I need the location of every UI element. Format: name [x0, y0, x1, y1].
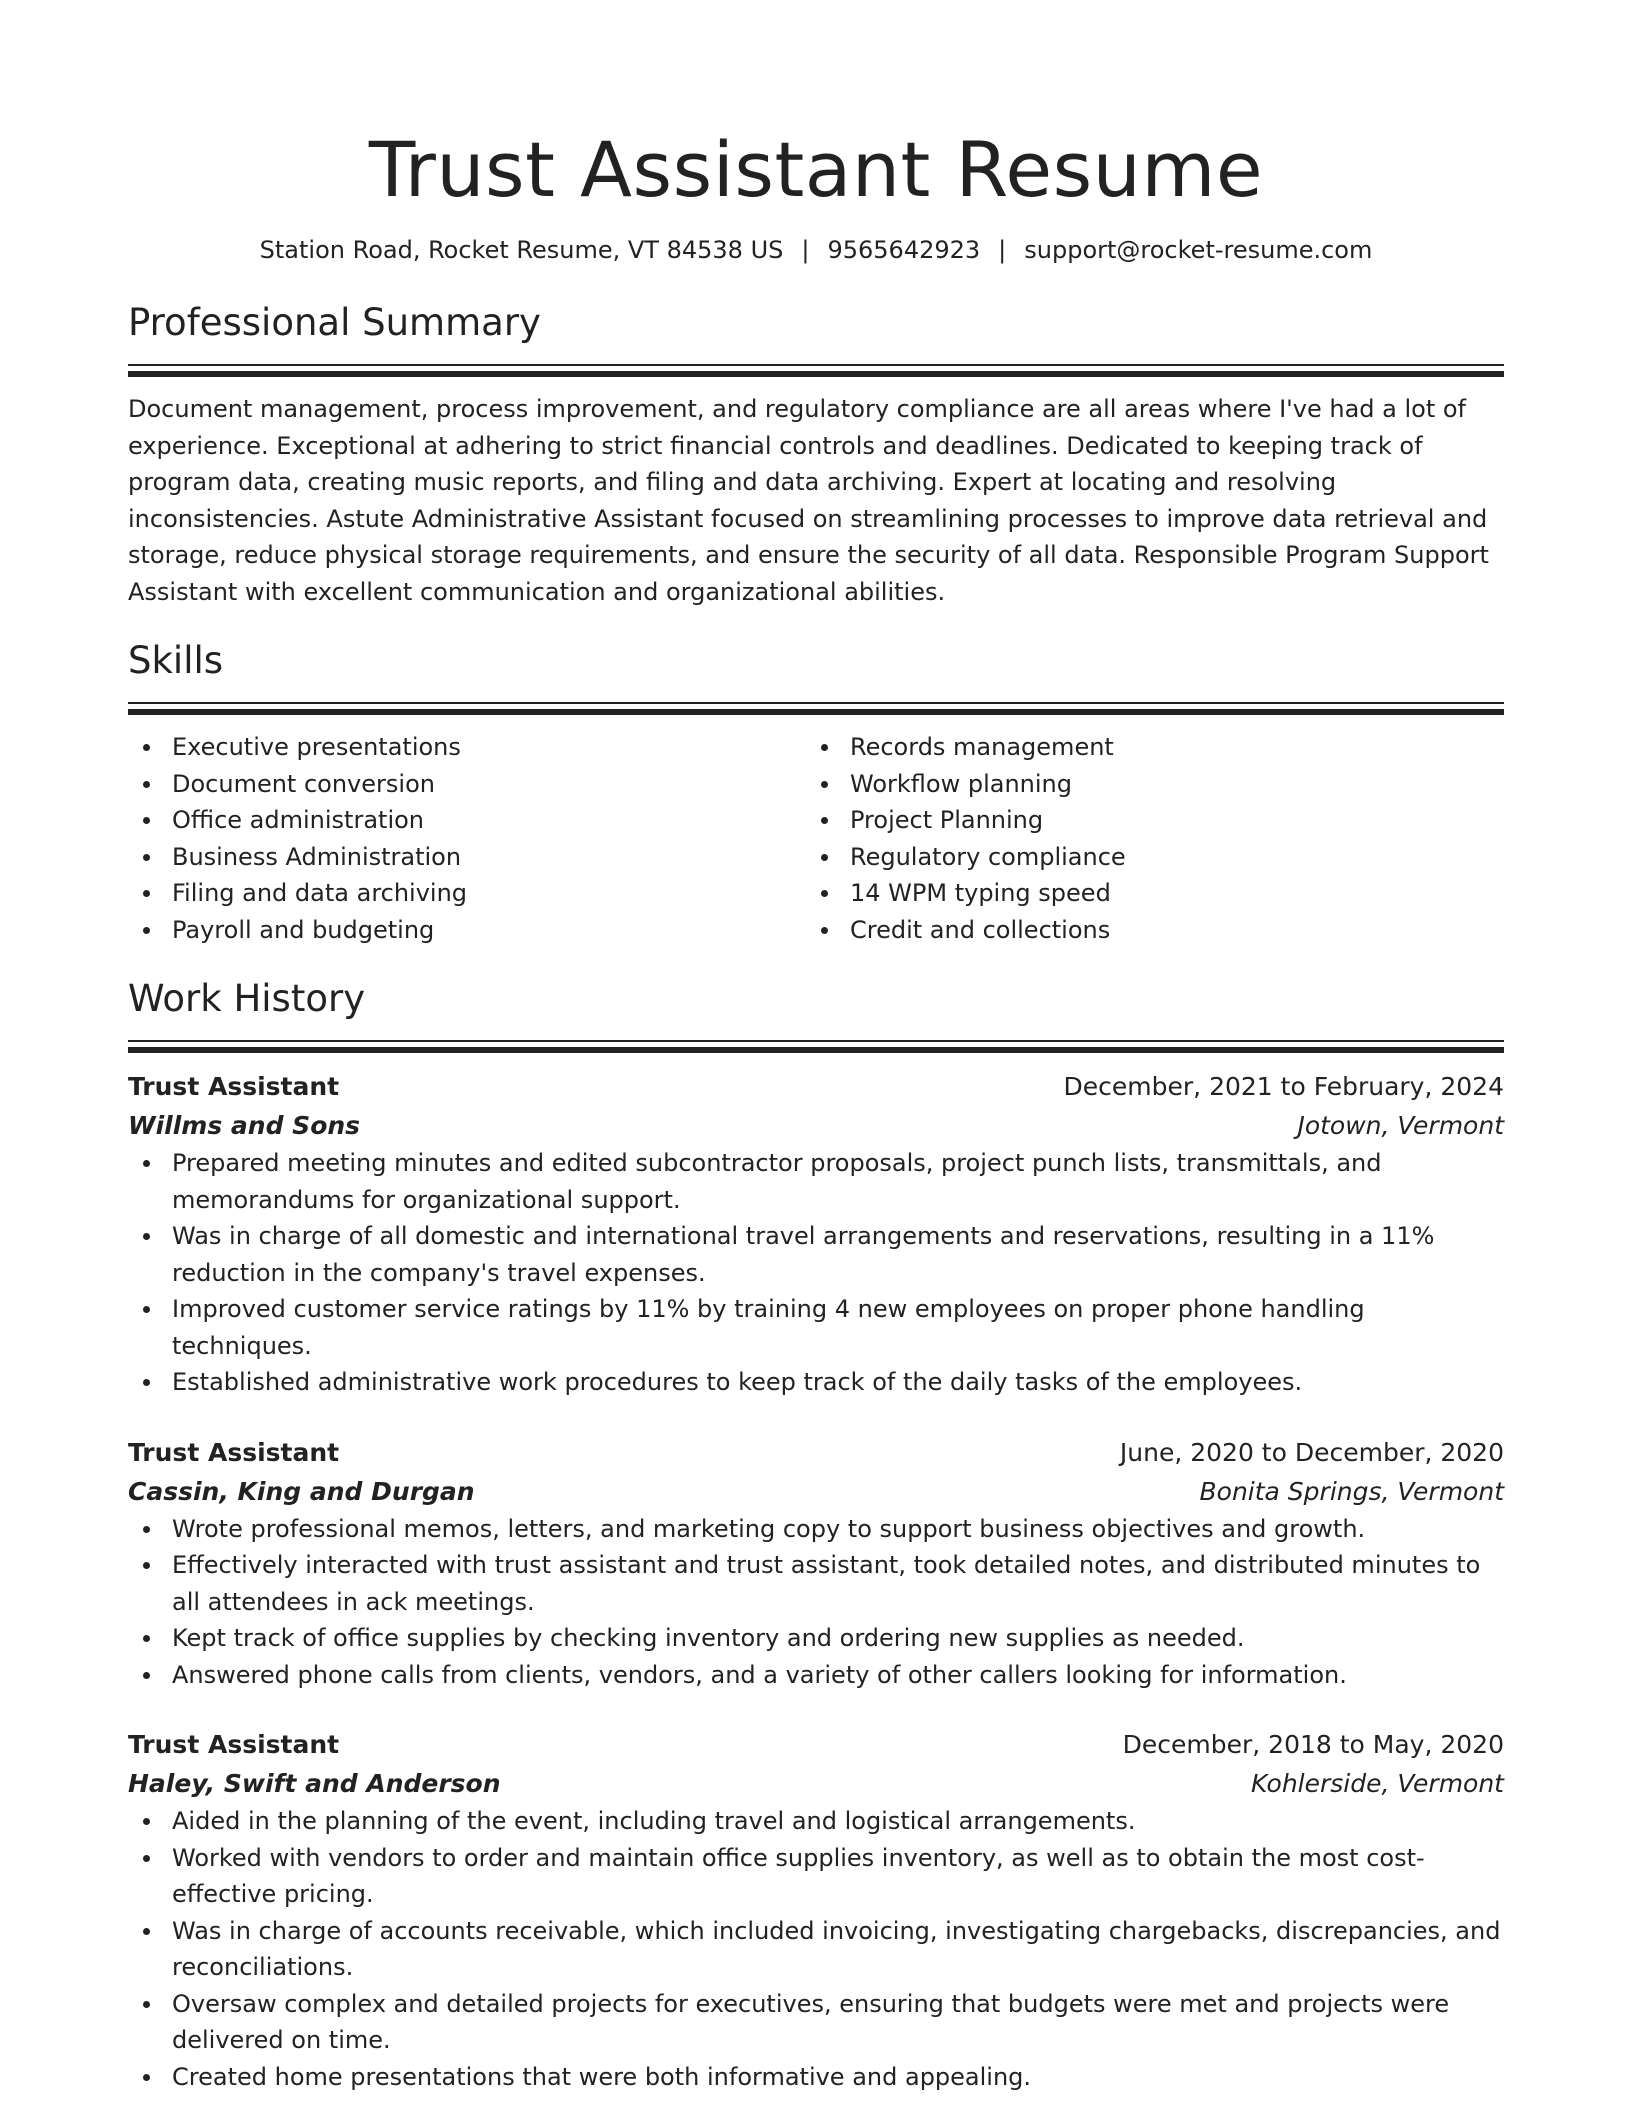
job-bullet: Effectively interacted with trust assistant and trust assistant, took detailed notes, and distributed minutes to all attendees in ack meetings.	[128, 1547, 1504, 1620]
skill-item: Office administration	[128, 802, 806, 839]
job-bullets	[128, 1145, 1504, 1401]
job-dates: December, 2018 to May, 2020	[1122, 1730, 1504, 1759]
job-dates: December, 2021 to February, 2024	[1063, 1072, 1504, 1101]
contact-separator: |	[801, 236, 810, 264]
resume-title: Trust Assistant Resume	[368, 125, 1264, 214]
job-bullet: Answered phone calls from clients, vendors, and a variety of other callers looking for information.	[128, 1657, 1504, 1694]
job-bullet: Established administrative work procedures to keep track of the daily tasks of the employees.	[128, 1364, 1504, 1401]
skills-list-right	[806, 729, 1484, 948]
skills-columns	[128, 729, 1504, 948]
section-divider	[128, 1040, 1504, 1053]
job-company: Cassin, King and Durgan	[128, 1476, 475, 1506]
job-bullet: Worked with vendors to order and maintain office supplies inventory, as well as to obtain the most cost-effective pricing.	[128, 1840, 1504, 1913]
resume-page	[128, 0, 1504, 2095]
skill-item: Workflow planning	[806, 766, 1484, 803]
job-bullet: Created home presentations that were both informative and appealing.	[128, 2059, 1504, 2096]
job-company-row	[128, 1764, 1504, 1803]
skill-item: Project Planning	[806, 802, 1484, 839]
job-company: Haley, Swift and Anderson	[128, 1769, 501, 1798]
job-header-row	[128, 1433, 1504, 1472]
job-bullet: Oversaw complex and detailed projects for executives, ensuring that budgets were met and projects were delivered on time.	[128, 1986, 1504, 2059]
section-heading-summary: Professional Summary	[128, 301, 541, 344]
job-header-row	[128, 1067, 1504, 1106]
job-bullet: Prepared meeting minutes and edited subcontractor proposals, project punch lists, transmittals, and memorandums for organizational support.	[128, 1145, 1504, 1218]
job-header-row	[128, 1725, 1504, 1764]
summary-section	[128, 300, 1504, 610]
job-entry	[128, 1725, 1504, 2095]
job-title: Trust Assistant	[128, 1437, 340, 1467]
job-location: Kohlerside, Vermont	[1251, 1769, 1504, 1798]
contact-email[interactable]: support@rocket-resume.com	[1024, 236, 1373, 264]
skill-item: Credit and collections	[806, 912, 1484, 949]
job-company-row	[128, 1106, 1504, 1145]
section-heading-skills: Skills	[128, 639, 224, 682]
job-company-row	[128, 1472, 1504, 1511]
skill-item: Records management	[806, 729, 1484, 766]
summary-text: Document management, process improvement, and regulatory compliance are all areas where I've had a lot of experience. Exceptional at adhering to strict financial controls and deadlines. Dedicated to keeping track of program data, creating music reports, and filing and data archiving. Expert at locating and resolving inconsistencies. Astute Administrative Assistant focused on streamlining processes to improve data retrieval and storage, reduce physical storage requirements, and ensure the security of all data. Responsible Program Support Assistant with excellent communication and organizational abilities.	[128, 395, 1489, 606]
skills-section	[128, 638, 1504, 948]
job-location: Bonita Springs, Vermont	[1199, 1476, 1504, 1506]
skill-item: Business Administration	[128, 839, 806, 876]
skill-item: Filing and data archiving	[128, 875, 806, 912]
skill-item: Executive presentations	[128, 729, 806, 766]
section-divider	[128, 702, 1504, 715]
skills-list-left	[128, 729, 806, 948]
section-divider	[128, 364, 1504, 377]
job-title: Trust Assistant	[128, 1730, 340, 1759]
job-bullet: Was in charge of accounts receivable, which included invoicing, investigating chargebacks, discrepancies, and reconciliations.	[128, 1913, 1504, 1986]
job-entry	[128, 1067, 1504, 1401]
job-entry	[128, 1433, 1504, 1694]
job-bullet: Aided in the planning of the event, including travel and logistical arrangements.	[128, 1803, 1504, 1840]
contact-line	[128, 234, 1504, 266]
contact-address: Station Road, Rocket Resume, VT 84538 US	[259, 236, 784, 264]
job-bullets	[128, 1511, 1504, 1694]
skill-item: 14 WPM typing speed	[806, 875, 1484, 912]
work-history-section	[128, 976, 1504, 2095]
job-bullets	[128, 1803, 1504, 2095]
skill-item: Payroll and budgeting	[128, 912, 806, 949]
job-dates: June, 2020 to December, 2020	[1119, 1437, 1504, 1467]
job-bullet: Wrote professional memos, letters, and marketing copy to support business objectives and growth.	[128, 1511, 1504, 1548]
contact-separator: |	[998, 236, 1007, 264]
section-heading-work-history: Work History	[128, 977, 366, 1020]
skill-item: Regulatory compliance	[806, 839, 1484, 876]
job-location: Jotown, Vermont	[1297, 1111, 1504, 1140]
contact-phone: 9565642923	[827, 236, 981, 264]
job-company: Willms and Sons	[128, 1111, 361, 1140]
skill-item: Document conversion	[128, 766, 806, 803]
job-bullet: Was in charge of all domestic and international travel arrangements and reservations, resulting in a 11% reduction in the company's travel expenses.	[128, 1218, 1504, 1291]
job-bullet: Improved customer service ratings by 11% by training 4 new employees on proper phone handling techniques.	[128, 1291, 1504, 1364]
job-title: Trust Assistant	[128, 1072, 340, 1101]
job-bullet: Kept track of office supplies by checking inventory and ordering new supplies as needed.	[128, 1620, 1504, 1657]
